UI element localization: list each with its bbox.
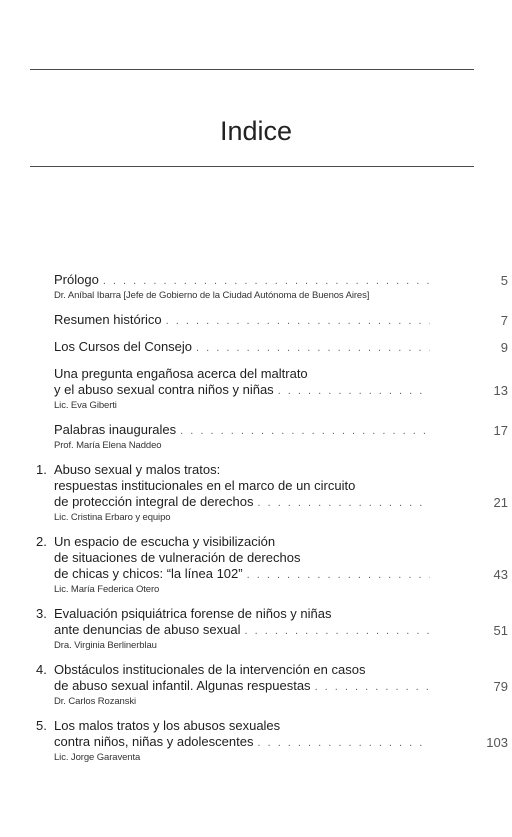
- top-rule: [30, 69, 474, 70]
- entry-title-line: Prólogo: [54, 272, 99, 287]
- chapter-number: 2.: [36, 534, 47, 549]
- dot-leader: [180, 423, 430, 439]
- dot-leader: [196, 340, 430, 356]
- page-number: 9: [500, 340, 508, 355]
- toc-entry: [0, 534, 512, 596]
- dot-leader: [244, 623, 430, 639]
- dot-leader: [257, 735, 430, 751]
- entry-title-line: respuestas institucionales en el marco de un circuito: [54, 478, 356, 493]
- chapter-number: 4.: [36, 662, 47, 677]
- toc-entry: [0, 662, 512, 708]
- entry-author: Lic. Eva Giberti: [54, 400, 117, 411]
- chapter-number: 5.: [36, 718, 47, 733]
- entry-title-line: de abuso sexual infantil. Algunas respuestas: [54, 678, 311, 693]
- page-number: 103: [486, 735, 508, 750]
- entry-title-line: ante denuncias de abuso sexual: [54, 622, 241, 637]
- page-number: 13: [493, 383, 508, 398]
- toc-entry: [0, 339, 512, 356]
- entry-title-line: Un espacio de escucha y visibilización: [54, 534, 276, 549]
- entry-title-line: contra niños, niñas y adolescentes: [54, 734, 254, 749]
- dot-leader: [257, 495, 430, 511]
- toc-entry: [0, 272, 512, 302]
- entry-title-line: y el abuso sexual contra niños y niñas: [54, 382, 274, 397]
- entry-title-line: Obstáculos institucionales de la intervención en casos: [54, 662, 366, 677]
- entry-title-line: Los Cursos del Consejo: [54, 339, 193, 354]
- dot-leader: [315, 679, 430, 695]
- page-title: Indice: [219, 116, 293, 147]
- entry-author: Dra. Virginia Berlinerblau: [54, 640, 157, 651]
- entry-title-line: Una pregunta engañosa acerca del maltrato: [54, 366, 308, 381]
- page-number: 79: [493, 679, 508, 694]
- toc-entry: [0, 422, 512, 452]
- page-number: 5: [500, 273, 508, 288]
- entry-author: Prof. María Elena Naddeo: [54, 440, 162, 451]
- page-number: 51: [493, 623, 508, 638]
- entry-title-line: de protección integral de derechos: [54, 494, 254, 509]
- chapter-number: 1.: [36, 462, 47, 477]
- page-number: 21: [493, 495, 508, 510]
- toc-entry: [0, 718, 512, 764]
- dot-leader: [103, 273, 430, 289]
- page-number: 17: [493, 423, 508, 438]
- entry-author: Lic. Cristina Erbaro y equipo: [54, 512, 171, 523]
- entry-author: Lic. Jorge Garaventa: [54, 752, 141, 763]
- entry-author: Lic. María Federica Otero: [54, 584, 160, 595]
- entry-title-line: de chicas y chicos: “la línea 102”: [54, 566, 243, 581]
- entry-title-line: Abuso sexual y malos tratos:: [54, 462, 221, 477]
- toc-entry: [0, 312, 512, 329]
- page-number: 43: [493, 567, 508, 582]
- dot-leader: [166, 313, 430, 329]
- dot-leader: [278, 383, 430, 399]
- toc-entry: [0, 606, 512, 652]
- table-of-contents: [0, 272, 512, 774]
- dot-leader: [247, 567, 430, 583]
- entry-title-line: de situaciones de vulneración de derechos: [54, 550, 301, 565]
- entry-title-line: Evaluación psiquiátrica forense de niños y niñas: [54, 606, 332, 621]
- page-number: 7: [500, 313, 508, 328]
- bottom-rule: [30, 166, 474, 167]
- toc-entry: [0, 366, 512, 412]
- entry-title-line: Palabras inaugurales: [54, 422, 177, 437]
- entry-author: Dr. Aníbal Ibarra [Jefe de Gobierno de la Ciudad Autónoma de Buenos Aires]: [54, 290, 370, 301]
- chapter-number: 3.: [36, 606, 47, 621]
- toc-entry: [0, 462, 512, 524]
- entry-title-line: Los malos tratos y los abusos sexuales: [54, 718, 281, 733]
- entry-author: Dr. Carlos Rozanski: [54, 696, 137, 707]
- entry-title-line: Resumen histórico: [54, 312, 162, 327]
